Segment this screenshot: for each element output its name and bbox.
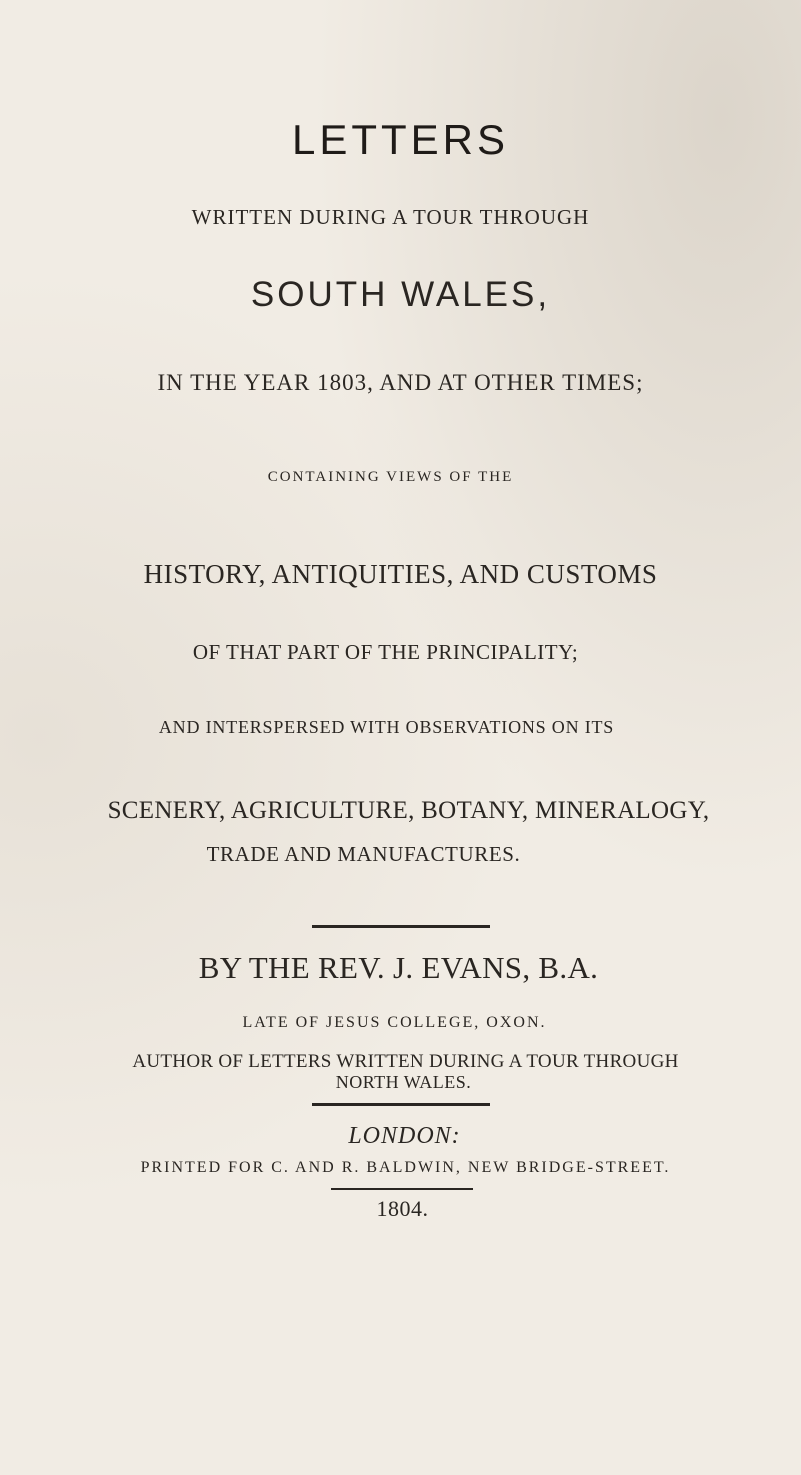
author-college: LATE OF JESUS COLLEGE, OXON. (242, 1014, 547, 1031)
subtitle-written-during: WRITTEN DURING A TOUR THROUGH (191, 205, 590, 229)
subtitle-place: SOUTH WALES, (250, 275, 551, 314)
imprint-date: 1804. (376, 1196, 429, 1221)
imprint-printer: PRINTED FOR C. AND R. BALDWIN, NEW BRIDGE-STREET. (140, 1159, 671, 1176)
subtitle-principality: OF THAT PART OF THE PRINCIPALITY; (192, 640, 579, 664)
author-byline: BY THE REV. J. EVANS, B.A. (198, 950, 599, 985)
subtitle-scenery: SCENERY, AGRICULTURE, BOTANY, MINERALOGY, (107, 797, 710, 824)
imprint-city: LONDON: (348, 1123, 461, 1149)
subtitle-interspersed: AND INTERSPERSED WITH OBSERVATIONS ON ITS (158, 717, 615, 737)
author-previous-work-continued: NORTH WALES. (335, 1072, 472, 1092)
subtitle-containing: CONTAINING VIEWS OF THE (267, 469, 514, 485)
author-previous-work: AUTHOR OF LETTERS WRITTEN DURING A TOUR THROUGH (132, 1051, 679, 1072)
subtitle-trade: TRADE AND MANUFACTURES. (206, 842, 521, 866)
divider-rule (312, 1103, 490, 1106)
divider-rule (312, 925, 490, 928)
subtitle-history: HISTORY, ANTIQUITIES, AND CUSTOMS (143, 559, 658, 589)
subtitle-year: IN THE YEAR 1803, AND AT OTHER TIMES; (157, 370, 644, 395)
book-title: LETTERS (291, 116, 510, 163)
divider-rule (331, 1188, 473, 1190)
